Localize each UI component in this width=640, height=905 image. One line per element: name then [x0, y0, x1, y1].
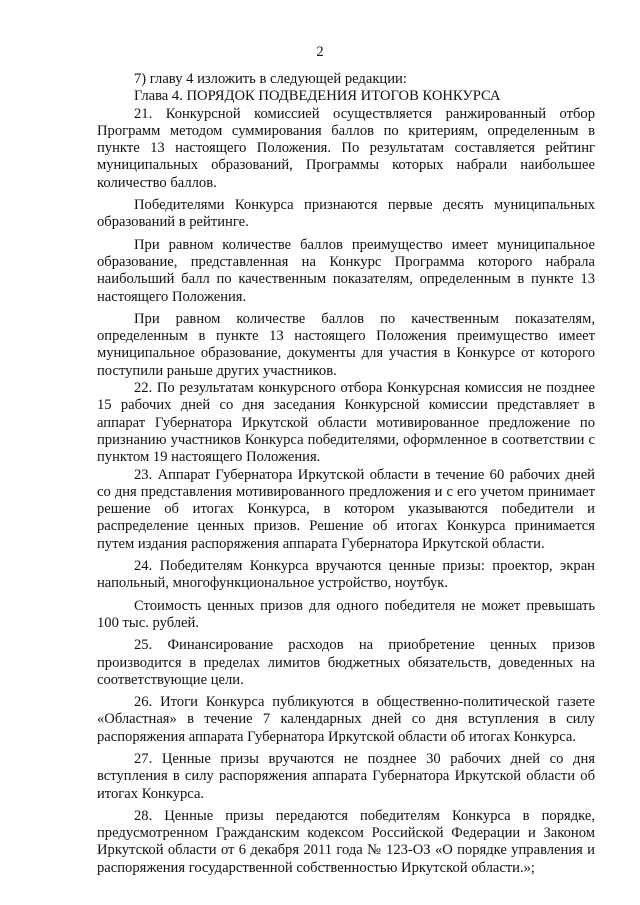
clause-28: 28. Ценные призы передаются победителям Конкурса в порядке, предусмотренном Гражданским кодексом Российской Федерации и Законом Иркутской области от 6 декабря 2011 года № 123-ОЗ «О порядке управления и распоряжения государственной собственностью Иркутской области.»;	[97, 807, 595, 876]
clause-25: 25. Финансирование расходов на приобретение ценных призов производится в пределах лимитов бюджетных обязательств, доведенных на соответствующие цели.	[97, 637, 595, 688]
paragraph-winners: Победителями Конкурса признаются первые десять муниципальных образований в рейтинге.	[97, 197, 595, 231]
clause-24: 24. Победителям Конкурса вручаются ценные призы: проектор, экран напольный, многофункциональное устройство, ноутбук.	[97, 558, 595, 592]
paragraph-prize-cost: Стоимость ценных призов для одного победителя не может превышать 100 тыс. рублей.	[97, 597, 595, 631]
clause-23: 23. Аппарат Губернатора Иркутской области в течение 60 рабочих дней со дня представления мотивированного предложения и с его учетом принимает решение об итогах Конкурса, в котором указываются победители и распределение ценных призов. Решение об итогах Конкурса принимается путем издания распоряжения аппарата Губернатора Иркутской области.	[97, 466, 595, 552]
document-body	[97, 71, 595, 877]
paragraph-tie-rule-1: При равном количестве баллов преимущество имеет муниципальное образование, представленная на Конкурс Программа которого набрала наибольший балл по качественным показателям, определенным в пункте 13 настоящего Положения.	[97, 236, 595, 305]
clause-21: 21. Конкурсной комиссией осуществляется ранжированный отбор Программ методом суммирования баллов по критериям, определенным в пункте 13 настоящего Положения. По результатам составляется рейтинг муниципальных образований, Программы которых набрали наибольшее количество баллов.	[97, 105, 595, 191]
clause-27: 27. Ценные призы вручаются не позднее 30 рабочих дней со дня вступления в силу распоряжения аппарата Губернатора Иркутской области об итогах Конкурса.	[97, 750, 595, 802]
paragraph-tie-rule-2: При равном количестве баллов по качественным показателям, определенным в пункте 13 настоящего Положения преимущество имеет муниципальное образование, документы для участия в Конкурсе от которого поступили раньше других участников.	[97, 310, 595, 379]
chapter-heading: Глава 4. ПОРЯДОК ПОДВЕДЕНИЯ ИТОГОВ КОНКУРСА	[134, 88, 501, 105]
clause-26: 26. Итоги Конкурса публикуются в общественно-политической газете «Областная» в течение 7 календарных дней со дня вступления в силу распоряжения аппарата Губернатора Иркутской области об итогах Конкурса.	[97, 694, 595, 745]
amendment-intro: 7) главу 4 изложить в следующей редакции:	[134, 71, 407, 87]
page-number: 2	[316, 44, 324, 60]
clause-22: 22. По результатам конкурсного отбора Конкурсная комиссия не позднее 15 рабочих дней со дня заседания Конкурсной комиссии представляет в аппарат Губернатора Иркутской области мотивированное предложение по признанию участников Конкурса победителями, оформленное в соответствии с пунктом 19 настоящего Положения.	[97, 380, 595, 466]
